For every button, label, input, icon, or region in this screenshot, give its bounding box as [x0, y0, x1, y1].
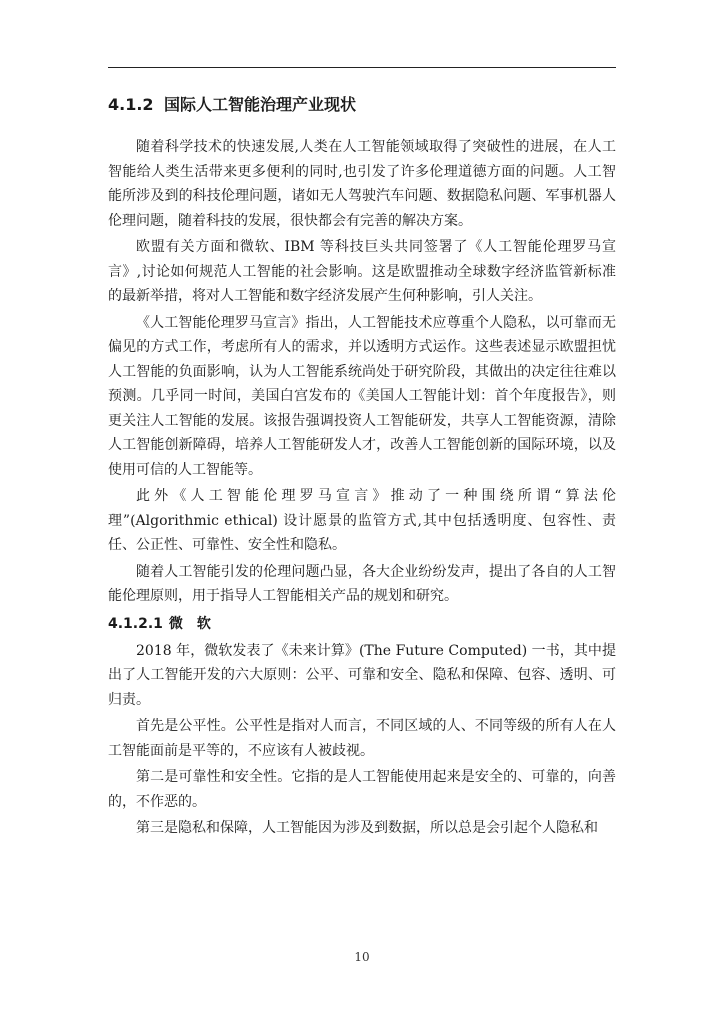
header-rule — [108, 67, 616, 68]
page-content — [108, 95, 616, 841]
page-number: 10 — [354, 950, 370, 964]
subsection-heading — [108, 613, 616, 635]
section-number: 4.1.2 — [108, 95, 154, 114]
subsection-number: 4.1.2.1 — [108, 615, 163, 632]
paragraph: 第二是可靠性和安全性。它指的是人工智能使用起来是安全的、可靠的，向善的，不作恶的。 — [108, 769, 616, 810]
paragraph: 随着人工智能引发的伦理问题凸显，各大企业纷纷发声，提出了各自的人工智能伦理原则，用于指导人工智能相关产品的规划和研究。 — [108, 563, 616, 604]
paragraph: 第三是隐私和保障，人工智能因为涉及到数据，所以总是会引起个人隐私和 — [136, 820, 598, 836]
paragraph: 此外《人工智能伦理罗马宣言》推动了一种围绕所谓“算法伦理”(Algorithmic ethical) 设计愿景的监管方式,其中包括透明度、包容性、责任、公正性、可靠性、安全性和隐私。 — [108, 488, 616, 553]
paragraph: 欧盟有关方面和微软、IBM 等科技巨头共同签署了《人工智能伦理罗马宣言》,讨论如何规范人工智能的社会影响。这是欧盟推动全球数字经济监管新标准的最新举措，将对人工智能和数字经济发展产生何种影响，引人关注。 — [108, 239, 616, 304]
section-title: 国际人工智能治理产业现状 — [164, 95, 357, 114]
paragraph: 首先是公平性。公平性是指对人而言，不同区域的人、不同等级的所有人在人工智能面前是平等的，不应该有人被歧视。 — [108, 718, 616, 759]
paragraph: 2018 年，微软发表了《未来计算》(The Future Computed) 一书，其中提出了人工智能开发的六大原则：公平、可靠和安全、隐私和保障、包容、透明、可归责。 — [108, 642, 616, 708]
paragraph: 随着科学技术的快速发展,人类在人工智能领域取得了突破性的进展，在人工智能给人类生活带来更多便利的同时,也引发了许多伦理道德方面的问题。人工智能所涉及到的科技伦理问题，诸如无人驾驶汽车问题、数据隐私问题、军事机器人伦理问题，随着科技的发展，很快都会有完善的解决方案。 — [108, 139, 616, 229]
paragraph: 《人工智能伦理罗马宣言》指出，人工智能技术应尊重个人隐私，以可靠而无偏见的方式工作，考虑所有人的需求，并以透明方式运作。这些表述显示欧盟担忧人工智能的负面影响，认为人工智能系统尚处于研究阶段，其做出的决定往往难以预测。几乎同一时间，美国白宫发布的《美国人工智能计划：首个年度报告》，则更关注人工智能的发展。该报告强调投资人工智能研发，共享人工智能资源，清除人工智能创新障碍，培养人工智能研发人才，改善人工智能创新的国际环境，以及使用可信的人工智能等。 — [108, 314, 616, 478]
section-heading — [108, 95, 616, 115]
subsection-title: 微 软 — [168, 615, 211, 632]
